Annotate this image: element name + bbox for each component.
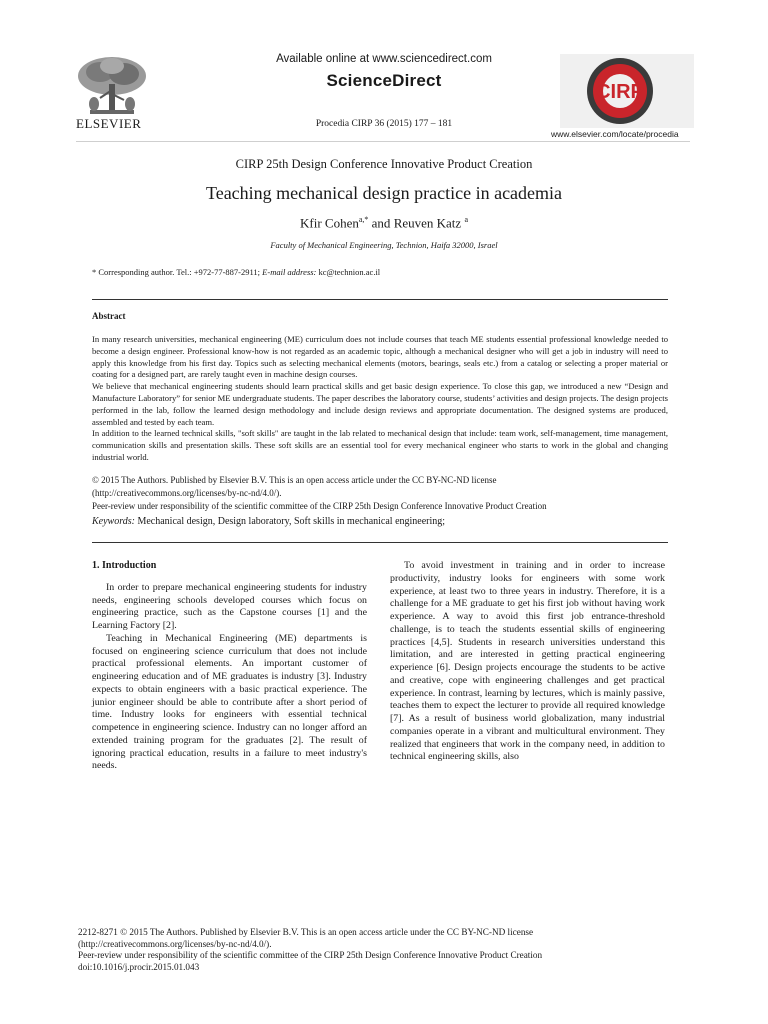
abstract-body xyxy=(92,334,668,464)
available-online: Available online at www.sciencedirect.com xyxy=(276,53,492,65)
section-heading: 1. Introduction xyxy=(92,560,157,571)
footer xyxy=(78,927,678,973)
cirp-logo-text: CIRP xyxy=(596,81,644,103)
journal-reference: Procedia CIRP 36 (2015) 177 – 181 xyxy=(315,119,453,129)
cirp-logo xyxy=(560,54,694,128)
abstract-paragraph: We believe that mechanical engineering students should learn practical skills and get basic design experience. To close this gap, we introduced a new “Design and Manufacture Laboratory” for senior ME undergraduate students. The paper describes the laboratory course, students’ activities and design projects. The design projects performed in the lab, follow the learned design methodology and include design reviews and appropriate documentation. The designed systems are produced, assembled and tested by each team. xyxy=(92,381,668,427)
publisher-name: ELSEVIER xyxy=(76,116,142,131)
author-name: Reuven Katz xyxy=(393,215,462,231)
affiliation: Faculty of Mechanical Engineering, Technion, Haifa 32000, Israel xyxy=(270,240,498,250)
body-paragraph: To avoid investment in training and in order to increase productivity, industry looks for engineers with some work experience, at least two to three years in industry. Therefore, it is a challenge for a ME graduate to get his first job without having work experience. A way to avoid this first job entrance-threshold challenge, is to teach the students essential skills of engineering practices [4,5]. Students in research universities understand this limitation, and are interested in getting practical engineering experience [6]. Design projects encourage the students to be active and creative, cope with engineering challenges and get practical experience. In contrast, learning by lectures, which is mainly passive, teaches them to expect the lecturer to provide all required knowledge [7]. As a result of business world globalization, many industrial companies operate in a vibrant and multicultural environment. They realized that engineers that work in the company need, in addition to technical engineering skills, also xyxy=(390,560,665,763)
journal-url-link[interactable]: www.elsevier.com/locate/procedia xyxy=(551,129,679,139)
email-label: E-mail address: xyxy=(262,267,317,277)
footer-license-line: 2212-8271 © 2015 The Authors. Published by Elsevier B.V. This is an open access article under the CC BY-NC-ND license xyxy=(78,927,534,937)
sciencedirect-logo: ScienceDirect xyxy=(326,71,442,90)
keywords-text: Mechanical design, Design laboratory, Soft skills in mechanical engineering; xyxy=(137,516,446,527)
cirp-logo-icon xyxy=(560,54,694,128)
left-column xyxy=(92,560,367,773)
abstract-heading: Abstract xyxy=(92,311,126,321)
right-column xyxy=(390,560,665,764)
license-link[interactable]: (http://creativecommons.org/licenses/by-nc-nd/4.0/). xyxy=(92,487,282,498)
abstract-bottom-rule xyxy=(92,542,668,543)
author-conjunction: and xyxy=(371,215,391,231)
footer-peer-review: Peer-review under responsibility of the scientific committee of the CIRP 25th Design Conference Innovative Product Creation xyxy=(78,950,543,961)
corresponding-author xyxy=(92,267,380,277)
email-link[interactable]: kc@technion.ac.il xyxy=(318,267,381,277)
body-paragraph: In order to prepare mechanical engineering students for industry needs, engineering schools developed courses which focus on engineering practice, such as the Capstone courses [1] and the Learning Factory [2]. xyxy=(92,581,367,631)
conference-name: CIRP 25th Design Conference Innovative Product Creation xyxy=(235,157,533,171)
author-affiliation-mark: a,* xyxy=(358,215,369,224)
footer-license-link[interactable]: (http://creativecommons.org/licenses/by-nc-nd/4.0/). xyxy=(78,938,272,949)
license-notice xyxy=(92,474,692,512)
header-divider xyxy=(76,141,690,142)
author-list xyxy=(0,215,768,231)
peer-review-line: Peer-review under responsibility of the scientific committee of the CIRP 25th Design Conference Innovative Product Creation xyxy=(92,500,547,511)
corresponding-author-text: * Corresponding author. Tel.: +972-77-887-2911; xyxy=(92,267,261,277)
article-title: Teaching mechanical design practice in academia xyxy=(205,183,563,203)
body-paragraph: Teaching in Mechanical Engineering (ME) departments is focused on engineering science curriculum that does not include practical professional elements. An important customer of engineering education and of ME graduates is industry [3]. Industry expects to obtain engineers with a basic practical experience. The junior engineer should be able to contribute after a short period of time. Industry looks for engineers with essential technical competence in engineering science. Industry can no longer afford an extended training program for the graduates [2]. The result of ignoring practical education, results in a failure to meet industry's needs. xyxy=(92,632,367,772)
keywords xyxy=(92,516,445,527)
abstract-paragraph: In addition to the learned technical skills, "soft skills" are taught in the lab related to mechanical design that include: team work, self-management, time management, communication skills and presentation skills. These soft skills are an essential tool for every mechanical engineer who starts to work in the global and changing industrial world. xyxy=(92,428,668,462)
license-line: © 2015 The Authors. Published by Elsevier B.V. This is an open access article under the CC BY-NC-ND license xyxy=(92,475,497,485)
abstract-top-rule xyxy=(92,299,668,300)
keywords-label: Keywords: xyxy=(92,516,135,527)
author-name: Kfir Cohen xyxy=(299,215,359,231)
abstract-paragraph: In many research universities, mechanical engineering (ME) curriculum does not include courses that teach ME students essential professional knowledge needed to become a design engineer. Professional know-how is not regarded as an academic topic, although a mechanical designer who will get a job in industry will need to apply this knowledge from his first day. Topics such as selecting mechanical elements (motors, bearings, seals etc.) from a catalog or selecting a proper material or coating for a designed part, are rarely taught even in machine design courses. xyxy=(92,334,668,380)
footer-doi[interactable]: doi:10.1016/j.procir.2015.01.043 xyxy=(78,961,200,972)
author-affiliation-mark: a xyxy=(464,215,469,224)
